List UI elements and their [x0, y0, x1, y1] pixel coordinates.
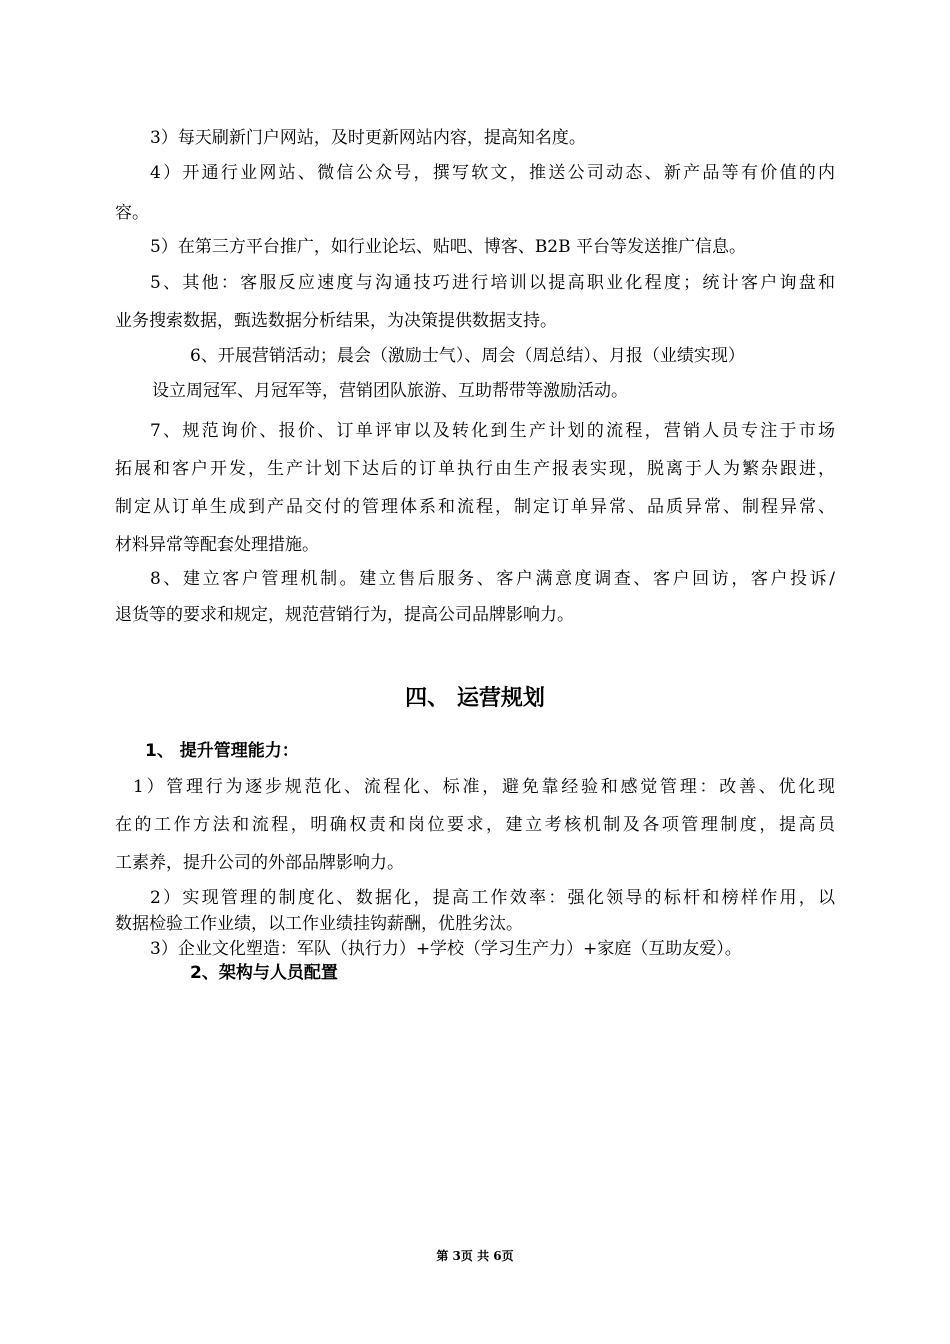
paragraph-line: 业务搜索数据，甄选数据分析结果，为决策提供数据支持。	[115, 311, 557, 331]
paragraph-line: 3）企业文化塑造：军队（执行力）+学校（学习生产力）+家庭（互助友爱）。	[150, 939, 742, 959]
paragraph-line: 退货等的要求和规定，规范营销行为，提高公司品牌影响力。	[115, 605, 574, 625]
paragraph-line: 拓展和客户开发，生产计划下达后的订单执行由生产报表实现，脱离于人为繁杂跟进，	[115, 459, 835, 479]
paragraph-line: 4）开通行业网站、微信公众号，撰写软文，推送公司动态、新产品等有价值的内	[150, 163, 835, 183]
paragraph-line: 容。	[115, 203, 149, 223]
paragraph-line: 5、其他：客服反应速度与沟通技巧进行培训以提高职业化程度；统计客户询盘和	[150, 273, 835, 293]
page-footer: 第 3页 共 6页	[436, 1249, 514, 1263]
paragraph-line: 设立周冠军、月冠军等，营销团队旅游、互助帮带等激励活动。	[152, 381, 628, 401]
paragraph-line: 6、开展营销活动；晨会（激励士气）、周会（周总结）、月报（业绩实现）	[190, 346, 745, 366]
paragraph-line: 制定从订单生成到产品交付的管理体系和流程，制定订单异常、品质异常、制程异常、	[115, 497, 835, 517]
paragraph-line: 8、建立客户管理机制。建立售后服务、客户满意度调查、客户回访，客户投诉/	[150, 569, 835, 589]
section-heading: 四、 运营规划	[405, 686, 545, 711]
subheading-structure-staffing: 2、架构与人员配置	[190, 963, 338, 983]
paragraph-line: 5）在第三方平台推广，如行业论坛、贴吧、博客、B2B 平台等发送推广信息。	[150, 237, 747, 257]
subheading-improve-management: 1、 提升管理能力：	[145, 741, 299, 761]
paragraph-line: 数据检验工作业绩，以工作业绩挂钩薪酬，优胜劣汰。	[115, 914, 523, 934]
paragraph-line: 材料异常等配套处理措施。	[115, 535, 319, 555]
paragraph-line: 工素养，提升公司的外部品牌影响力。	[115, 853, 404, 873]
paragraph-line: 7、规范询价、报价、订单评审以及转化到生产计划的流程，营销人员专注于市场	[150, 421, 835, 441]
paragraph-line: 1）管理行为逐步规范化、流程化、标准，避免靠经验和感觉管理：改善、优化现	[133, 777, 835, 797]
paragraph-line: 3）每天刷新门户网站，及时更新网站内容，提高知名度。	[150, 128, 586, 148]
paragraph-line: 2）实现管理的制度化、数据化，提高工作效率：强化领导的标杆和榜样作用，以	[150, 888, 835, 908]
paragraph-line: 在的工作方法和流程，明确权责和岗位要求，建立考核机制及各项管理制度，提高员	[115, 815, 835, 835]
